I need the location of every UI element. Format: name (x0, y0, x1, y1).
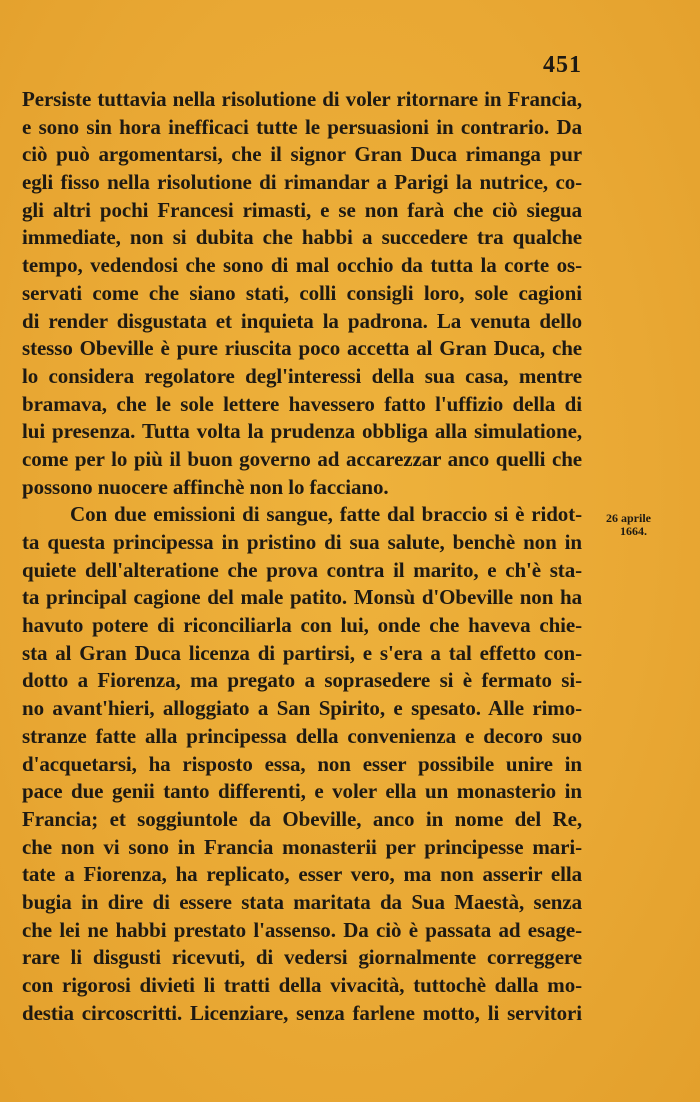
text-line: d'acquetarsi, ha risposto essa, non esser possibile unire in (22, 751, 582, 776)
body-text (22, 86, 582, 1027)
text-line: con rigorosi divieti li tratti della vivacità, tuttochè dalla mo- (22, 973, 582, 997)
margin-note-date: 26 aprile (606, 511, 651, 525)
text-line: quiete dell'alteratione che prova contra il marito, e ch'è sta- (22, 557, 582, 582)
text-line: bramava, che le sole lettere havessero fatto l'uffizio della di (22, 391, 582, 416)
text-line: sta al Gran Duca licenza di partirsi, e s'era a tal effetto con- (22, 640, 582, 665)
text-line: come per lo più il buon governo ad accarezzar anco quelli che (22, 446, 582, 471)
text-line: tempo, vedendosi che sono di mal occhio da tutta la corte os- (22, 253, 582, 278)
margin-note-year: 1664. (620, 524, 647, 538)
text-line: gli altri pochi Francesi rimasti, e se non farà che ciò siegua (22, 197, 582, 222)
text-line: dotto a Fiorenza, ma pregato a soprasedere si è fermato si- (22, 668, 582, 693)
text-line: stranze fatte alla principessa della convenienza e decoro suo (22, 723, 582, 748)
text-line: Con due emissioni di sangue, fatte dal braccio si è ridot- (70, 502, 582, 527)
text-line: Persiste tuttavia nella risolutione di voler ritornare in Francia, (22, 87, 582, 111)
text-line: che non vi sono in Francia monasterii per principesse mari- (22, 834, 582, 859)
text-line: no avant'hieri, alloggiato a San Spirito, e spesato. Alle rimo- (22, 696, 582, 721)
text-line: che lei ne habbi prestato l'assenso. Da ciò è passata ad esage- (22, 917, 582, 942)
text-line: tate a Fiorenza, ha replicato, esser vero, ma non asserir ella (22, 862, 582, 887)
text-line: rare li disgusti ricevuti, di vedersi giornalmente correggere (22, 945, 582, 970)
text-line: ta principal cagione del male patito. Monsù d'Obeville non ha (22, 585, 582, 610)
text-line: lo considera regolatore degl'interessi della sua casa, mentre (22, 363, 582, 388)
margin-date-note (606, 512, 700, 538)
page-number: 451 (543, 52, 582, 78)
text-line: di render disgustata et inquieta la padrona. La venuta dello (22, 308, 582, 333)
text-line: stesso Obeville è pure riuscita poco accetta al Gran Duca, che (22, 336, 582, 361)
text-line: bugia in dire di essere stata maritata da Sua Maestà, senza (22, 889, 582, 914)
text-line: ciò può argomentarsi, che il signor Gran Duca rimanga pur (22, 142, 582, 167)
text-line: immediate, non si dubita che habbi a succedere tra qualche (22, 225, 582, 250)
text-line: pace due genii tanto differenti, e voler ella un monasterio in (22, 779, 582, 804)
text-line: servati come che siano stati, colli consigli loro, sole cagioni (22, 280, 582, 305)
text-line: ta questa principessa in pristino di sua salute, benchè non in (22, 530, 582, 554)
text-line: e sono sin hora inefficaci tutte le persuasioni in contrario. Da (22, 114, 582, 139)
text-line: destia circoscritti. Licenziare, senza farlene motto, li servitori (22, 1000, 582, 1025)
text-line: possono nuocere affinchè non lo facciano. (22, 474, 389, 499)
text-line: Francia; et soggiuntole da Obeville, anco in nome del Re, (22, 806, 582, 831)
text-line: egli fisso nella risolutione di rimandar a Parigi la nutrice, co- (22, 170, 582, 195)
text-line: havuto potere di riconciliarla con lui, onde che haveva chie- (22, 613, 582, 638)
text-line: lui presenza. Tutta volta la prudenza obbliga alla simulatione, (22, 419, 582, 444)
